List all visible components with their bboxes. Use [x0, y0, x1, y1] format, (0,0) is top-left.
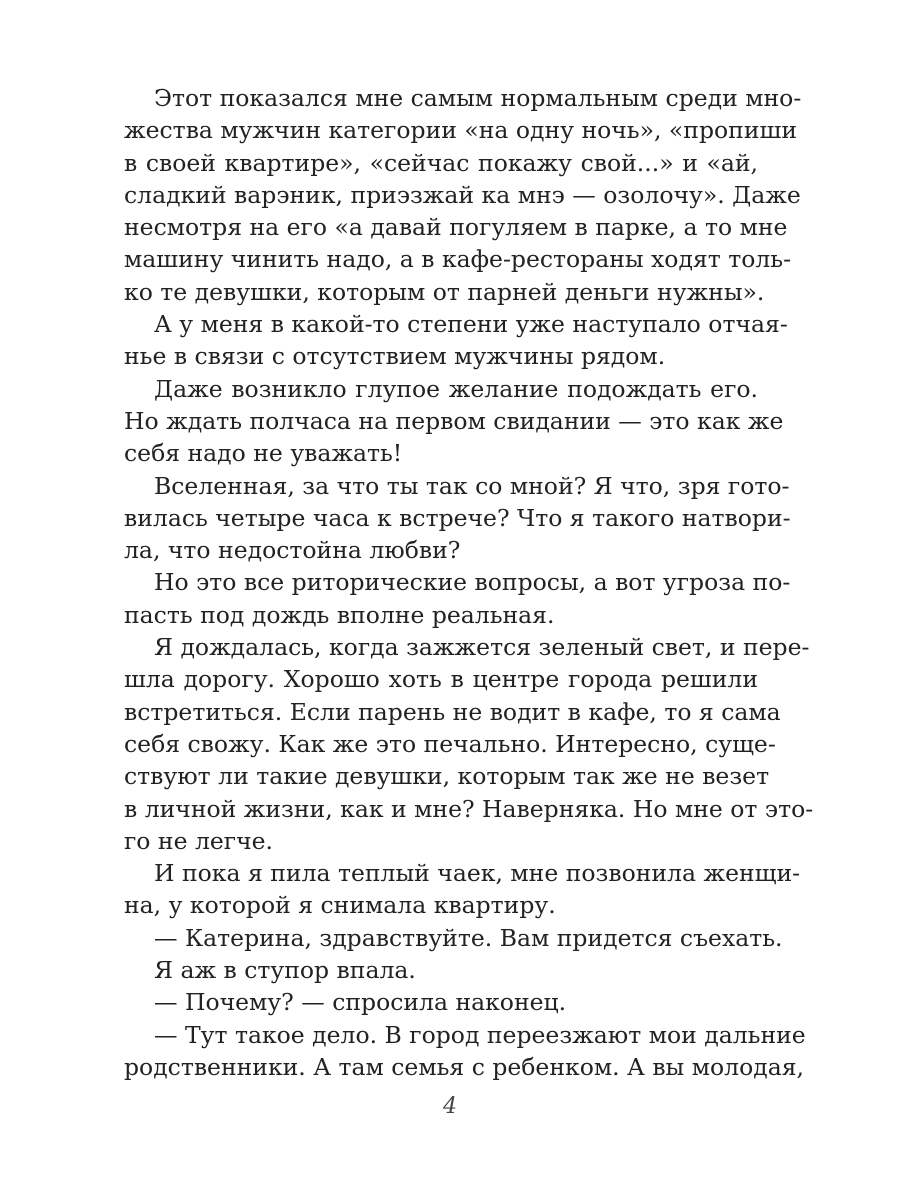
text-line: — Почему? — спросила наконец.	[154, 988, 567, 1017]
text-line: И пока я пила теплый чаек, мне позвонила женщи-	[154, 859, 801, 888]
text-line: в своей квартире», «сейчас покажу свой...» и «ай,	[124, 148, 758, 177]
page-number: 4	[443, 1094, 457, 1119]
text-line: Вселенная, за что ты так со мной? Я что, зря гото-	[154, 471, 790, 500]
text-line: шла дорогу. Хорошо хоть в центре города решили	[124, 665, 758, 694]
text-line: родственники. А там семья с ребенком. А вы молодая,	[124, 1052, 805, 1081]
text-line: — Катерина, здравствуйте. Вам придется съехать.	[154, 923, 783, 952]
text-line: нье в связи с отсутствием мужчины рядом.	[124, 342, 666, 371]
text-line: на, у которой я снимала квартиру.	[124, 891, 556, 920]
text-line: Я дождалась, когда зажжется зеленый свет, и пере-	[154, 633, 810, 662]
text-line: себя надо не уважать!	[124, 439, 403, 468]
text-line: встретиться. Если парень не водит в кафе, то я сама	[124, 697, 781, 726]
text-line: себя свожу. Как же это печально. Интересно, суще-	[124, 729, 776, 758]
text-line: го не легче.	[124, 826, 274, 855]
text-line: несмотря на его «а давай погуляем в парке, а то мне	[124, 213, 788, 242]
text-line: ствуют ли такие девушки, которым так же не везет	[124, 762, 770, 791]
text-line: — Тут такое дело. В город переезжают мои дальние	[154, 1020, 806, 1049]
body-text	[124, 82, 814, 1083]
text-line: Я аж в ступор впала.	[154, 956, 416, 985]
text-line: Этот показался мне самым нормальным среди мно-	[154, 84, 802, 112]
text-line: в личной жизни, как и мне? Наверняка. Но мне от это-	[124, 794, 814, 823]
text-line: Но это все риторические вопросы, а вот угроза по-	[154, 568, 791, 597]
text-line: сладкий варэник, приэзжай ка мнэ — озолочу». Даже	[124, 180, 801, 209]
text-line: вилась четыре часа к встрече? Что я такого натвори-	[124, 503, 791, 532]
text-line: Даже возникло глупое желание подождать его.	[154, 374, 758, 403]
text-line: пасть под дождь вполне реальная.	[124, 600, 555, 629]
text-line: жества мужчин категории «на одну ночь», «пропиши	[124, 116, 797, 145]
text-line: машину чинить надо, а в кафе-рестораны ходят толь-	[124, 245, 792, 274]
text-line: Но ждать полчаса на первом свидании — это как же	[124, 406, 784, 435]
text-line: А у меня в какой-то степени уже наступало отчая-	[154, 310, 788, 339]
text-line: ла, что недостойна любви?	[124, 536, 461, 565]
text-line: ко те девушки, которым от парней деньги нужны».	[124, 277, 765, 306]
